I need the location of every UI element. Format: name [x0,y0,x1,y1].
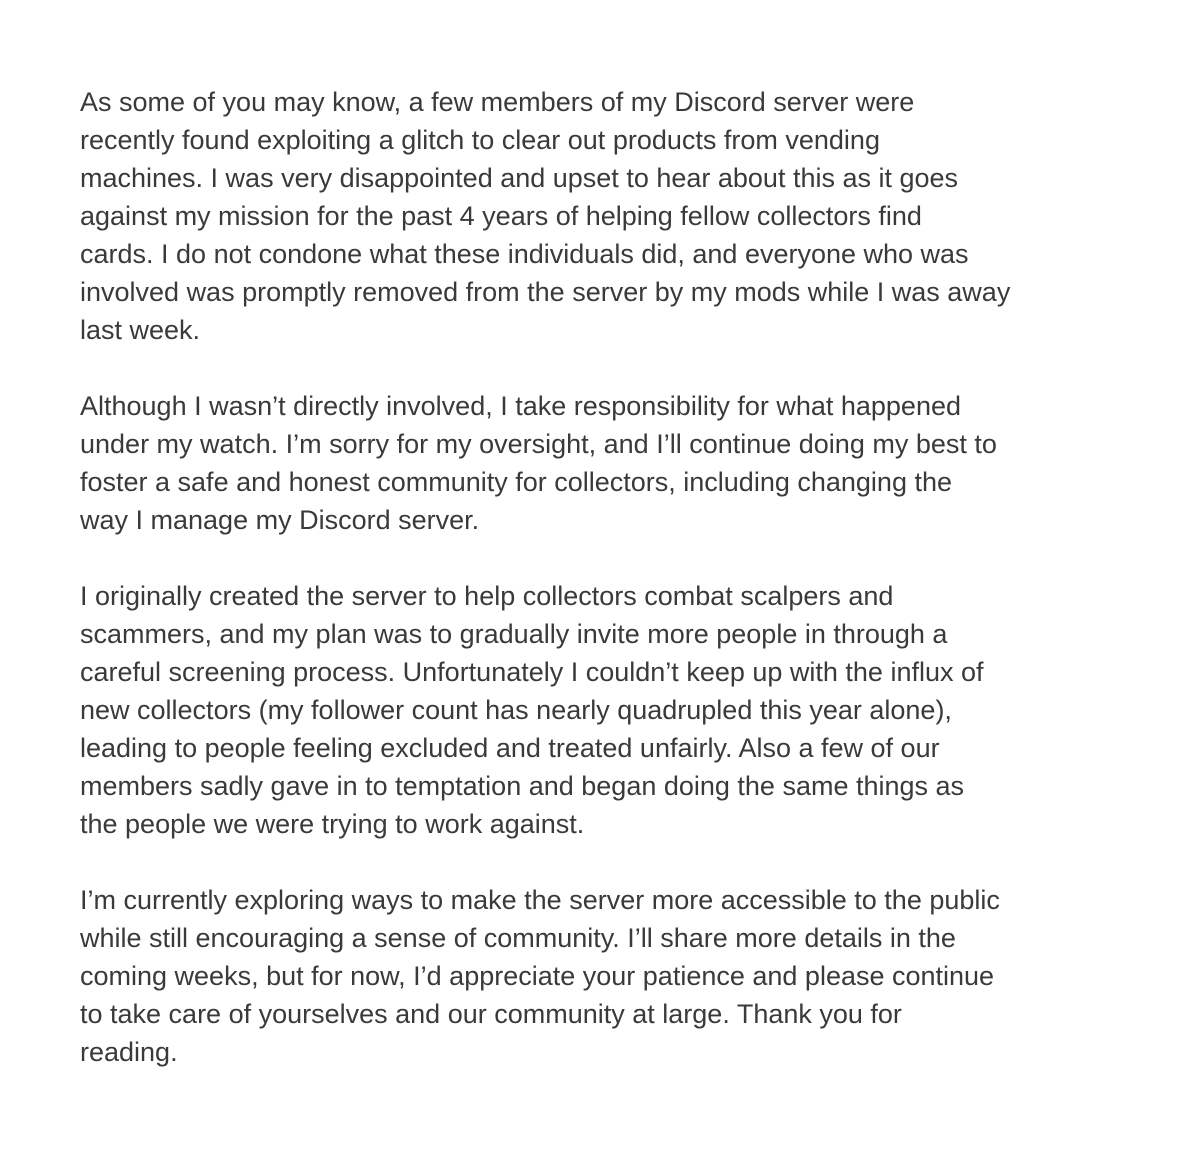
note-body [80,83,1150,1071]
paragraph-next-steps: I’m currently exploring ways to make the server more accessible to the public while still encouraging a sense of community. I’ll share more details in the coming weeks, but for now, I’d appreciate your patience and please continue to take care of yourselves and our community at large. Thank you for reading. [80,885,1000,1067]
paragraph-responsibility: Although I wasn’t directly involved, I take responsibility for what happened under my watch. I’m sorry for my oversight, and I’ll continue doing my best to foster a safe and honest community for collectors, including changing the way I manage my Discord server. [80,391,997,535]
paragraph-server-history: I originally created the server to help collectors combat scalpers and scammers, and my plan was to gradually invite more people in through a careful screening process. Unfortunately I couldn’t keep up with the influx of new collectors (my follower count has nearly quadrupled this year alone), leading to people feeling excluded and treated unfairly. Also a few of our members sadly gave in to temptation and began doing the same things as the people we were trying to work against. [80,581,984,839]
paragraph-incident: As some of you may know, a few members of my Discord server were recently found exploiting a glitch to clear out products from vending machines. I was very disappointed and upset to hear about this as it goes against my mission for the past 4 years of helping fellow collectors find cards. I do not condone what these individuals did, and everyone who was involved was promptly removed from the server by my mods while I was away last week. [80,87,1011,345]
